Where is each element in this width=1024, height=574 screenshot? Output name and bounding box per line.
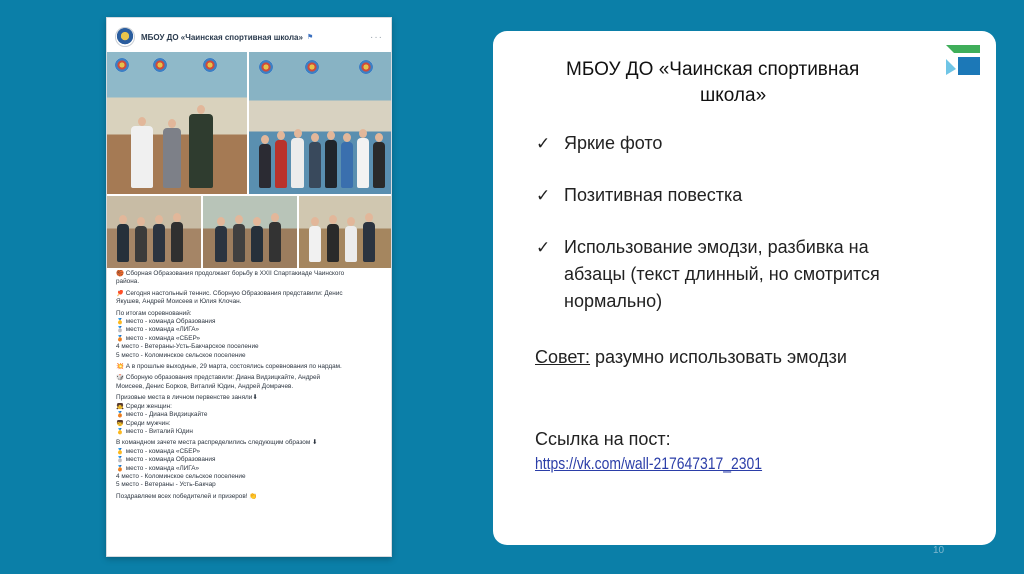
checkmark-icon: ✓ (536, 186, 551, 205)
link-label: Ссылка на пост: (535, 429, 671, 449)
post-text-line: района. (116, 278, 140, 286)
post-text-line: 🎲 Сборную образования представили: Диана Видзицкайте, Андрей (116, 374, 321, 382)
post-text-line: Поздравляем всех победителей и призеров! 👏 (116, 492, 258, 500)
bullet-item (536, 182, 956, 209)
flag-icon: ⚑ (306, 34, 314, 41)
post-text-line: 🥈 место - команда «ЛИГА» (116, 326, 200, 334)
post-text-line: В командном зачете места распределились следующим образом ⬇ (116, 439, 318, 447)
post-text-line: 🥇 место - Виталий Юдин (116, 427, 193, 435)
post-text-line: 🏀 Сборная Образования продолжает борьбу в XXII Спартакиаде Чаинского (116, 270, 345, 277)
post-text-line: 4 место - Ветераны-Усть-Бакчарское поселение (116, 343, 259, 351)
post-text-line: По итогам соревнований: (116, 309, 192, 317)
more-dots-icon: ··· (370, 31, 383, 43)
post-text-line: Якушев, Андрей Моисеев и Юлия Клочан. (116, 298, 242, 306)
bullet-text: Использование эмодзи, разбивка на (564, 237, 869, 257)
post-text-line: 🥇 место - команда «СБЕР» (116, 447, 201, 455)
post-text-line: 🥉 место - Диана Видзицкайте (116, 411, 208, 419)
post-author: МБОУ ДО «Чаинская спортивная школа» (141, 32, 303, 42)
slide-title-line2: школа» (700, 85, 767, 106)
post-text-line: 5 место - Коломинское сельское поселение (116, 351, 246, 359)
post-header (115, 25, 383, 49)
post-photo-2 (249, 52, 392, 194)
advice-text (535, 344, 847, 370)
logo-icon (946, 41, 980, 75)
slide-title-line1: МБОУ ДО «Чаинская спортивная (566, 59, 860, 80)
post-link[interactable]: https://vk.com/wall-217647317_2301 (535, 454, 763, 473)
bullet-list (536, 130, 956, 340)
vk-post-screenshot (106, 17, 392, 557)
post-text-line: 🥉 место - команда «ЛИГА» (116, 464, 200, 472)
advice-body: разумно использовать эмодзи (590, 347, 847, 367)
post-photo-4 (203, 196, 297, 268)
school-avatar (115, 27, 135, 47)
bullet-item (536, 130, 956, 157)
post-text-line: 5 место - Ветераны - Усть-Бакчар (116, 481, 216, 489)
post-text-line: 💥 А в прошлые выходные, 29 марта, состоялись соревнования по нардам. (116, 363, 342, 371)
post-photo-5 (299, 196, 392, 268)
page-number: 10 (933, 545, 945, 556)
bullet-text: нормально) (564, 291, 663, 311)
bullet-text: Яркие фото (564, 133, 663, 153)
checkmark-icon: ✓ (536, 238, 551, 257)
post-text-line: 🏓 Сегодня настольный теннис. Сборную Образования представили: Денис (116, 289, 343, 297)
post-photo-grid (107, 52, 392, 284)
post-photo-3 (107, 196, 201, 268)
post-text (116, 270, 383, 504)
post-text-line: Призовые места в личном первенстве заняли⬇ (116, 394, 258, 402)
bullet-text: абзацы (текст длинный, но смотрится (564, 264, 880, 284)
bullet-text: Позитивная повестка (564, 185, 743, 205)
post-photo-1 (107, 52, 247, 194)
slide-title (566, 57, 936, 109)
post-text-line: 4 место - Коломинское сельское поселение (116, 472, 246, 480)
post-text-line: 👦 Среди мужчин: (116, 419, 171, 427)
advice-label: Совет: (535, 347, 591, 367)
bullet-item (536, 234, 956, 315)
checkmark-icon: ✓ (536, 134, 551, 153)
post-text-line: 🥈 место - команда Образования (116, 456, 216, 464)
post-text-line: 🥉 место - команда «СБЕР» (116, 334, 201, 342)
post-text-line: Моисеев, Денис Борков, Виталий Юдин, Андрей Домрачев. (116, 382, 294, 390)
post-text-line: 👧 Среди женщин: (116, 402, 172, 410)
post-text-line: 🥇 место - команда Образования (116, 318, 216, 326)
